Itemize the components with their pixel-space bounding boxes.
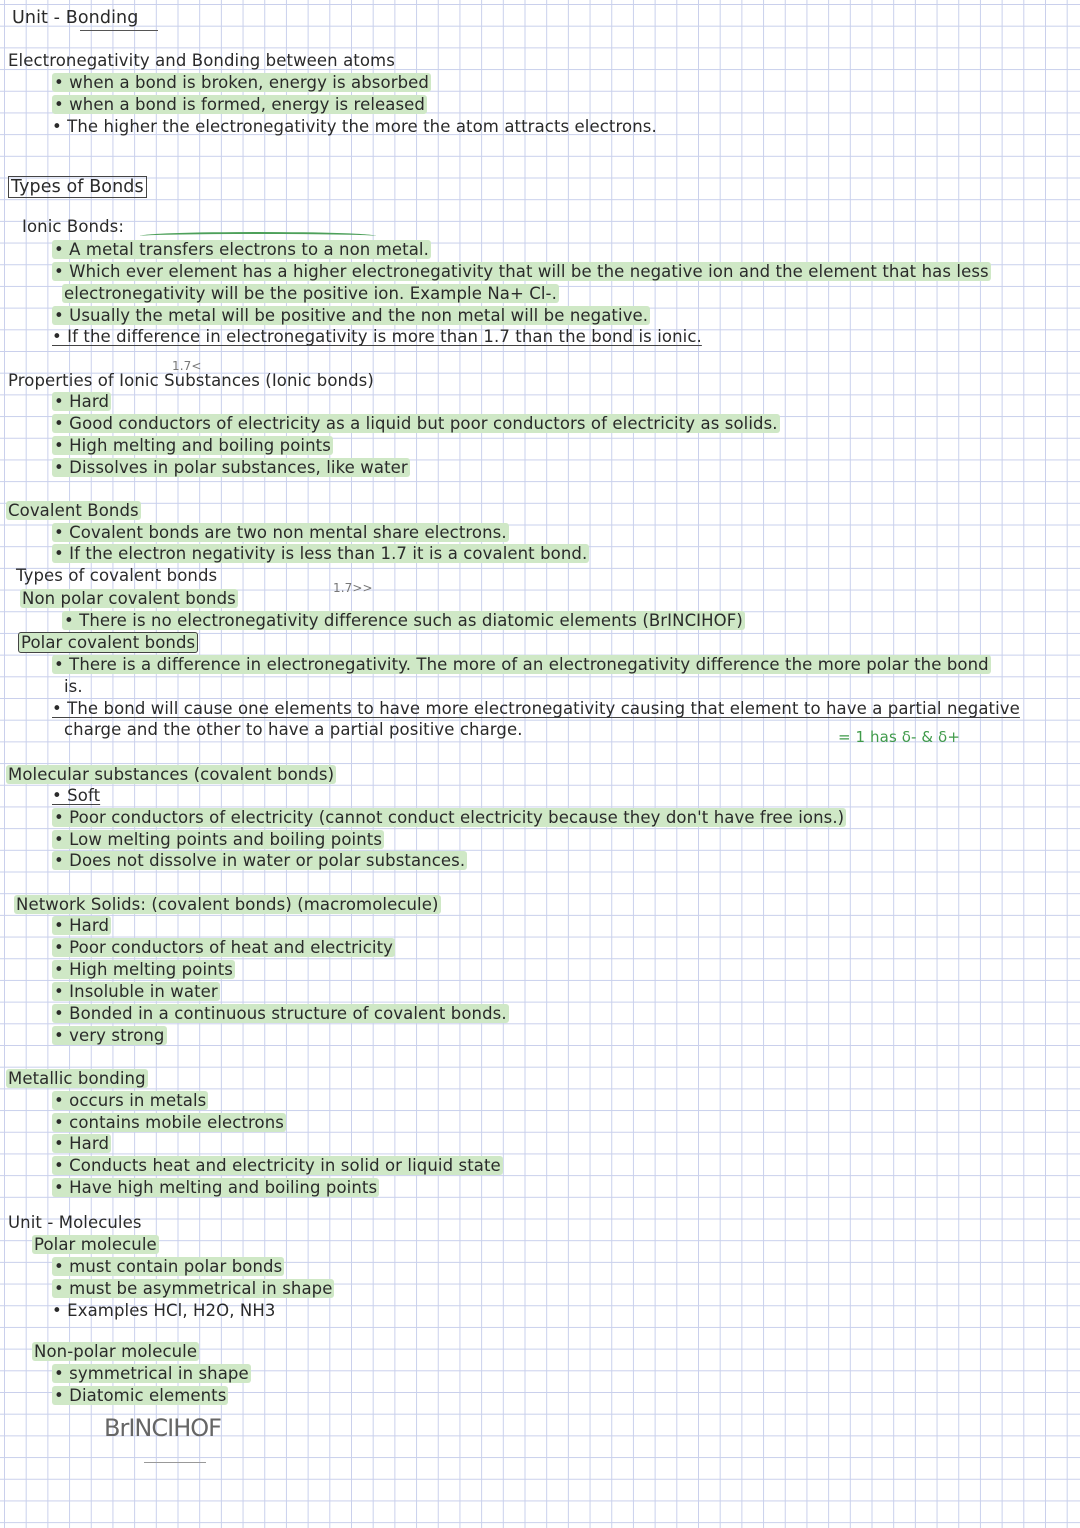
subsection-heading: Non polar covalent bonds: [22, 589, 236, 608]
bullet-continuation: is.: [64, 677, 83, 696]
title-underline: [80, 30, 158, 31]
bullet: • Good conductors of electricity as a liquid but poor conductors of electricity as solids.: [54, 414, 778, 433]
bullet: • Hard: [54, 1134, 110, 1153]
section-heading: Properties of Ionic Substances (Ionic bonds): [8, 371, 374, 390]
mnemonic-underline: [144, 1462, 206, 1463]
bullet: • Which ever element has a higher electronegativity that will be the negative ion and the element that has less: [54, 262, 989, 281]
subsection-heading: Polar covalent bonds: [18, 633, 198, 653]
bullet: • Have high melting and boiling points: [54, 1178, 378, 1197]
bullet: • Poor conductors of heat and electricity: [54, 938, 394, 957]
margin-note: 1.7<: [172, 359, 202, 373]
bullet: • The bond will cause one elements to have more electronegativity causing that element to have a partial negative: [52, 699, 1020, 718]
section-heading: Covalent Bonds: [8, 501, 139, 520]
unit-title: Unit - Bonding: [12, 8, 139, 28]
highlight-wave: [140, 232, 376, 240]
bullet: • If the difference in electronegativity is more than 1.7 than the bond is ionic.: [52, 327, 702, 346]
bullet: • The higher the electronegativity the more the atom attracts electrons.: [52, 117, 657, 136]
bullet: • Bonded in a continuous structure of covalent bonds.: [54, 1004, 507, 1023]
bullet: • Insoluble in water: [54, 982, 218, 1001]
bullet-continuation: charge and the other to have a partial positive charge.: [64, 720, 523, 739]
bullet: • Soft: [52, 786, 101, 805]
bullet: • Hard: [54, 916, 110, 935]
section-heading: Polar molecule: [34, 1235, 157, 1254]
annotation: = 1 has δ- & δ+: [838, 728, 960, 746]
bullet: • must contain polar bonds: [54, 1257, 283, 1276]
bullet: • Usually the metal will be positive and the non metal will be negative.: [54, 306, 649, 325]
bullet: • must be asymmetrical in shape: [54, 1279, 333, 1298]
bullet: • Dissolves in polar substances, like water: [54, 458, 408, 477]
bullet: • Low melting points and boiling points: [54, 830, 383, 849]
bullet: • when a bond is formed, energy is released: [54, 95, 425, 114]
bullet: • Covalent bonds are two non mental share electrons.: [54, 523, 507, 542]
bullet-continuation: electronegativity will be the positive ion. Example Na+ Cl-.: [64, 284, 557, 303]
subsection-heading: Ionic Bonds:: [22, 217, 125, 236]
bullet: • If the electron negativity is less than 1.7 it is a covalent bond.: [54, 544, 588, 563]
bullet: • Examples HCl, H2O, NH3: [52, 1301, 276, 1320]
margin-note: 1.7>>: [333, 581, 373, 595]
bullet: • Does not dissolve in water or polar substances.: [54, 851, 466, 870]
section-heading: Metallic bonding: [8, 1069, 146, 1088]
section-heading: Electronegativity and Bonding between atoms: [8, 51, 395, 70]
bullet: • A metal transfers electrons to a non metal.: [54, 240, 429, 259]
bullet: • contains mobile electrons: [54, 1113, 284, 1132]
bullet: • when a bond is broken, energy is absorbed: [54, 73, 429, 92]
bullet: • occurs in metals: [54, 1091, 207, 1110]
bullet: • Diatomic elements: [54, 1386, 227, 1405]
section-heading: Types of Bonds: [8, 177, 147, 197]
section-heading: Non-polar molecule: [34, 1342, 198, 1361]
bullet: • very strong: [54, 1026, 165, 1045]
mnemonic: BrINCIHOF: [104, 1414, 221, 1442]
bullet: • Poor conductors of electricity (cannot conduct electricity because they don't have free ions.): [54, 808, 845, 827]
bullet: • High melting and boiling points: [54, 436, 331, 455]
bullet: • High melting points: [54, 960, 233, 979]
bullet: • There is a difference in electronegativity. The more of an electronegativity difference the more polar the bond: [54, 655, 989, 674]
bullet: • There is no electronegativity difference such as diatomic elements (BrINCIHOF): [64, 611, 743, 630]
bullet: • Conducts heat and electricity in solid or liquid state: [54, 1156, 501, 1175]
subsection-heading: Types of covalent bonds: [16, 566, 218, 585]
unit-title: Unit - Molecules: [8, 1213, 142, 1232]
section-heading: Network Solids: (covalent bonds) (macromolecule): [16, 895, 439, 914]
bullet: • symmetrical in shape: [54, 1364, 249, 1383]
section-heading: Molecular substances (covalent bonds): [8, 765, 335, 784]
bullet: • Hard: [54, 392, 110, 411]
